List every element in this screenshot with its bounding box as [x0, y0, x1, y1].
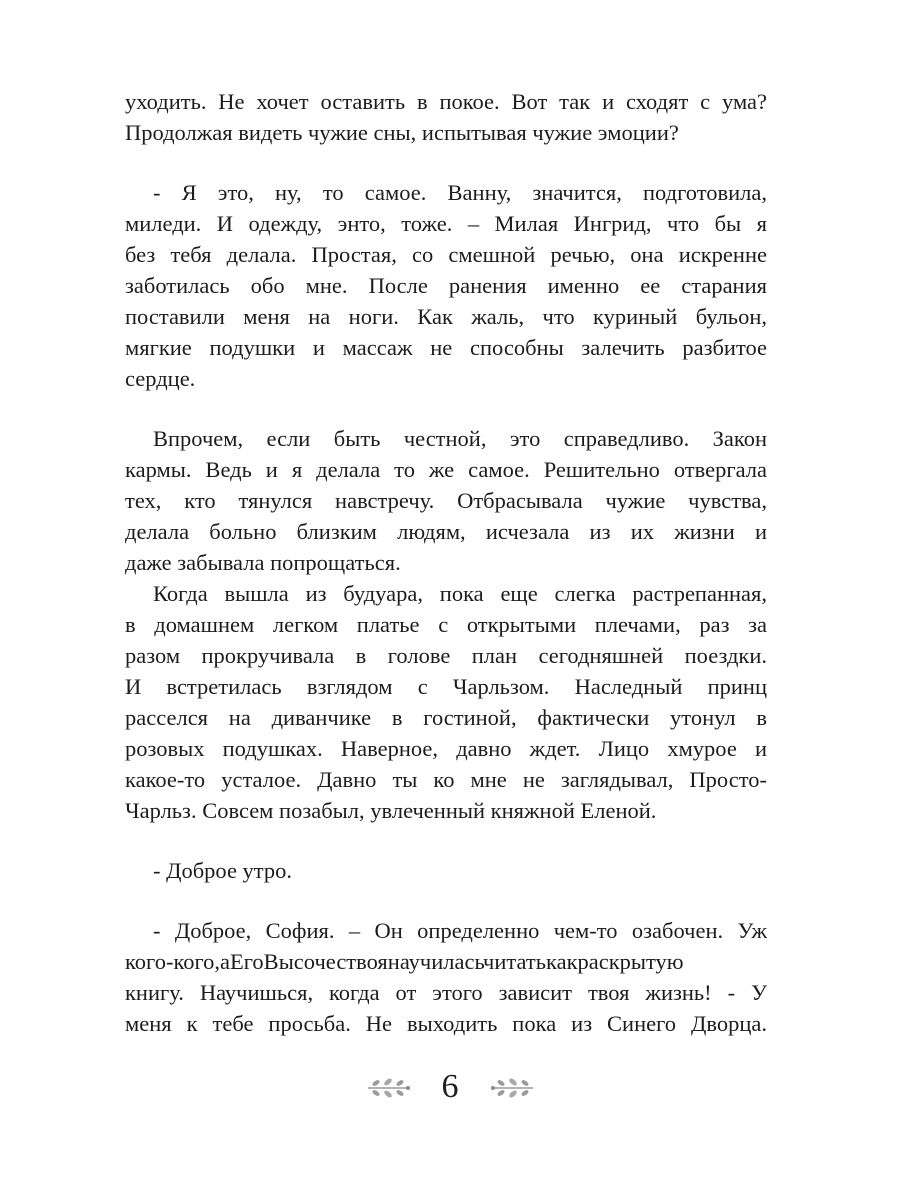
paragraph [125, 423, 767, 578]
paragraph [125, 177, 767, 394]
text-line: Когда вышла из будуара, пока еще слегка растрепанная, [153, 581, 767, 606]
paragraph [125, 855, 767, 886]
text-line: - Доброе, София. – Он определенно чем-то озабочен. Уж [153, 918, 767, 943]
text-line: мягкие подушки и массаж не способны залечить разбитое [125, 335, 767, 360]
text-line: заботилась обо мне. После ранения именно ее старания [125, 273, 767, 298]
page-footer [0, 1062, 900, 1112]
text-line: поставили меня на ноги. Как жаль, что куриный бульон, [125, 304, 767, 329]
text-line: книгу. Научишься, когда от этого зависит твоя жизнь! - У [125, 980, 767, 1005]
text-line: розовых подушках. Наверное, давно ждет. Лицо хмурое и [125, 736, 767, 761]
text-line: Чарльз. Совсем позабыл, увлеченный княжной Еленой. [125, 798, 657, 823]
text-line: И встретилась взглядом с Чарльзом. Наследный принц [125, 674, 767, 699]
text-line: разом прокручивала в голове план сегодняшней поездки. [125, 643, 767, 668]
text-line: без тебя делала. Простая, со смешной речью, она искренне [125, 242, 767, 267]
text-line: Продолжая видеть чужие сны, испытывая чужие эмоции? [125, 120, 679, 145]
text-line: какое-то усталое. Давно ты ко мне не заглядывал, Просто- [125, 767, 767, 792]
text-line: тех, кто тянулся навстречу. Отбрасывала чужие чувства, [125, 488, 767, 513]
page-number: 6 [441, 1068, 459, 1105]
text-line: кармы. Ведь и я делала то же самое. Решительно отвергала [125, 457, 767, 482]
text-line: Впрочем, если быть честной, это справедливо. Закон [153, 426, 767, 451]
text-line: расселся на диванчике в гостиной, фактически утонул в [125, 705, 767, 730]
paragraph [125, 86, 767, 148]
text-line: сердце. [125, 366, 196, 391]
text-line: - Я это, ну, то самое. Ванну, значится, подготовила, [153, 180, 767, 205]
text-line: даже забывала попрощаться. [125, 550, 401, 575]
text-line: делала больно близким людям, исчезала из их жизни и [125, 519, 767, 544]
text-line: меня к тебе просьба. Не выходить пока из Синего Дворца. [125, 1011, 767, 1036]
text-line: кого-кого,аЕгоВысочествоянаучиласьчитатькакраскрытую [125, 949, 684, 974]
text-line: - Доброе утро. [153, 858, 293, 883]
paragraph [125, 578, 767, 826]
floral-sprig-icon [366, 1075, 412, 1099]
floral-sprig-icon [489, 1075, 535, 1099]
body-text [125, 86, 767, 1039]
text-line: в домашнем легком платье с открытыми плечами, раз за [125, 612, 767, 637]
text-line: уходить. Не хочет оставить в покое. Вот так и сходят с ума? [125, 89, 767, 114]
paragraph [125, 915, 767, 1039]
text-line: миледи. И одежду, энто, тоже. – Милая Ингрид, что бы я [125, 211, 767, 236]
